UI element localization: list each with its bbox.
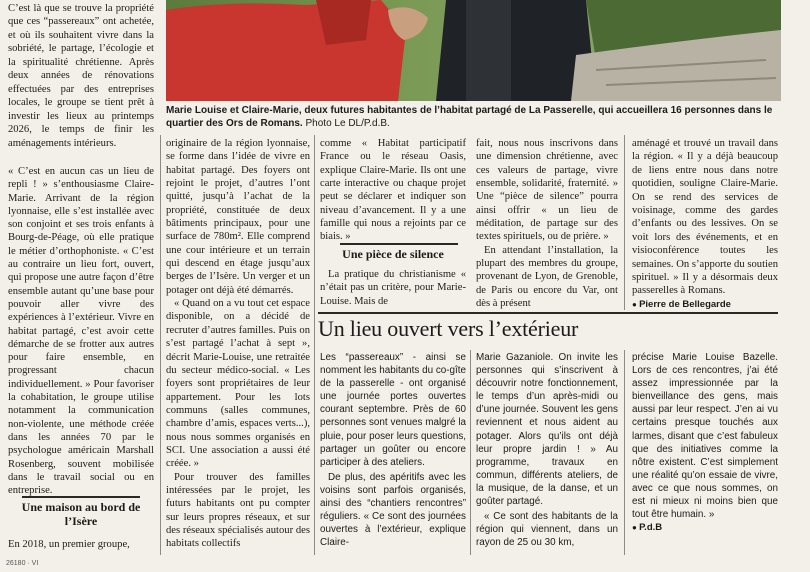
body-paragraph: En attendant l’installation, la plupart des membres du groupe, provenant de Lyon, de Grenoble, de Paris ou encore du Var, ont dès à présent	[476, 244, 618, 310]
author-signature	[632, 298, 778, 311]
body-paragraph: C’est là que se trouve la propriété que ces “passereaux” ont achetée, et où ils souhaitent vivre dans la sobriété, le partage, l’écologie et la spiritualité chrétienne. Après deux années de rénovations effectuées par des entreprises locales, le groupe se tient prêt à investir les lieux au printemps 2026, le temps de finir les aménagements intérieurs.	[8, 3, 154, 149]
body-paragraph: Pour trouver des familles intéressées par le projet, les futurs habitants ont pu compter sur leurs propres réseaux, et sur des réseaux spécialisés autour des habitats collectifs	[166, 471, 310, 550]
column-divider	[470, 350, 471, 555]
column-2	[8, 165, 154, 497]
body-paragraph: « C’est en aucun cas un lieu de repli ! » s’enthousiasme Claire-Marie. Arrivant de la région lyonnaise, elle s’est installée avec son conjoint et ses trois enfants à Bourg-de-Péage, où elle pratique le métier d’orthophoniste. « C’est au contraire un lieu fort, ouvert, qui propose une autre façon d’être ensemble autant qu’une base pour pouvoir aller vivre des expériences à l’extérieur. Vivre en habitat partagé, c’est avoir cette démarche de se frotter aux autres pour faire ensemble, en progressant chacun individuellement. » Pour favoriser la cohabitation, le groupe utilise notamment la communication non-violente, une méthode créée dans les années 70 par le psychologue américain Marshall Rosenberg, souvent mobilisée dans le travail social ou en entreprise.	[8, 166, 154, 497]
column-5	[476, 137, 618, 310]
column-4-continued	[320, 268, 466, 308]
body-paragraph: aménagé et trouvé un travail dans la région. « Il y a déjà beaucoup de liens entre nous dans notre quotidien, souligne Claire-Marie. On se rend des services de voisinage, comme des gardes d’enfants ou des lessives. On se voit lors des événements, et en visioconférence toutes les semaines. On s’apporte du soutien spirituel. » Il y a désormais deux passerelles à Romans.	[632, 138, 778, 297]
body-paragraph: comme « Habitat participatif France ou le réseau Oasis, explique Claire-Marie. Ils ont une carte interactive ou chaque projet peut se déclarer et indiquer son niveau d’avancement. Il y a une famille qui nous a rejoints par ce biais. »	[320, 138, 466, 243]
column-4	[320, 137, 466, 244]
author-name: P.d.B	[639, 522, 663, 534]
body-paragraph: précise Marie Louise Bazelle. Lors de ces rencontres, j’ai été assez impressionnée par la bienveillance des gens, mais aussi par leur respect. J’en ai vu certains presque touchés aux larmes, disant que c’est fabuleux que des initiatives comme la nôtre existent. C’est simplement une réalité qu’on essaie de vivre, avec ce que nous sommes, on est ni mieux ni moins bien que tout être humain. »	[632, 352, 778, 521]
photo-caption	[166, 104, 778, 130]
box-column-3	[632, 351, 778, 534]
photo-illustration	[166, 0, 781, 101]
column-2-continued	[8, 538, 154, 551]
box-column-1	[320, 351, 466, 549]
subhead-maison: Une maison au bord de l’Isère	[21, 500, 141, 528]
body-paragraph: « Ce sont des habitants de la région qui viennent, dans un rayon de 25 ou 30 km,	[476, 511, 618, 549]
column-divider	[314, 135, 315, 555]
box-signature	[632, 521, 778, 534]
subhead-rule	[22, 496, 140, 498]
body-paragraph: Les “passereaux” - ainsi se nomment les habitants du co-gîte de la passerelle - ont organisé une journée portes ouvertes courant septembre. Près de 60 personnes sont venues malgré la pluie, pour poser leurs questions, partager un goûter ou encore participer à des ateliers.	[320, 352, 467, 468]
subhead-rule	[340, 243, 458, 245]
body-paragraph: De plus, des apéritifs avec les voisins sont parfois organisés, ainsi des “chantiers rencontres” réguliers. « Ce sont des journées ouvertes à l’extérieur, explique Claire-	[320, 471, 466, 549]
box-top-rule	[318, 312, 778, 314]
photo-credit: Photo Le DL/P.d.B.	[305, 118, 390, 129]
article-photo	[166, 0, 781, 101]
column-divider	[160, 135, 161, 555]
column-3	[166, 137, 310, 551]
bullet-icon: ●	[632, 523, 640, 533]
bullet-icon: ●	[632, 299, 640, 309]
body-paragraph: « Quand on a vu tout cet espace disponible, on a décidé de recruter d’autres familles. Puis on s’est partagé l’achat à sept », décrit Marie-Louise, une retraitée du secteur médico-social. « Les foyers sont propriétaires de leur appartement. Pour les lots communs (salles communes, chambre d’amis, espaces verts...), nous nous sommes organisés en SCI. Une association a aussi été créée. »	[166, 298, 310, 470]
page-footer: 26180 · VI	[6, 560, 39, 567]
caption-text: Marie Louise et Claire-Marie, deux futures habitantes de l’habitat partagé de La Passerelle, qui accueillera 16 personnes dans le quartier des Ors de Romans.	[166, 105, 773, 129]
author-name: Pierre de Bellegarde	[639, 298, 731, 310]
body-paragraph: En 2018, un premier groupe,	[8, 539, 130, 550]
body-paragraph: La pratique du christianisme « n’était pas un critère, pour Marie-Louise. Mais de	[320, 269, 466, 307]
body-paragraph: Marie Gazaniole. On invite les personnes qui s’inscrivent à découvrir notre fonctionnement, le temps d’un après-midi ou d’une journée. Souvent les gens reviennent et nous aident au potager. Alors qu’ils ont déjà leur propre jardin ! » Au programme, travaux en commun, différents ateliers, de la musique, de la danse, et un goûter partagé.	[476, 352, 618, 508]
subhead-piece: Une pièce de silence	[342, 247, 444, 261]
column-6	[632, 137, 778, 311]
column-divider	[624, 350, 625, 555]
box-column-2	[476, 351, 618, 549]
body-paragraph: originaire de la région lyonnaise, se forme dans l’idée de vivre en habitat partagé. Des foyers ont rejoint le projet, d’autres l’ont quitté, jusqu’à l’achat de la propriété, constituée de deux bâtiments principaux, pour une surface de 780m². Elle comprend une cour intérieure et un terrain qui descend en étage jusqu’aux berges de l’Isère. Un verger et un potager ont déjà été démarrés.	[166, 138, 310, 296]
column-1	[8, 2, 154, 150]
column-divider	[624, 135, 625, 310]
box-headline: Un lieu ouvert vers l’extérieur	[318, 316, 579, 341]
body-paragraph: fait, nous nous inscrivons dans une dimension chrétienne, avec ces valeurs de partage, vivre ensemble, solidarité, fraternité. » Une “pièce de silence” pourra ainsi offrir « un lieu de méditation, de partage sur des textes spirituels, ou de prière. »	[476, 138, 618, 243]
